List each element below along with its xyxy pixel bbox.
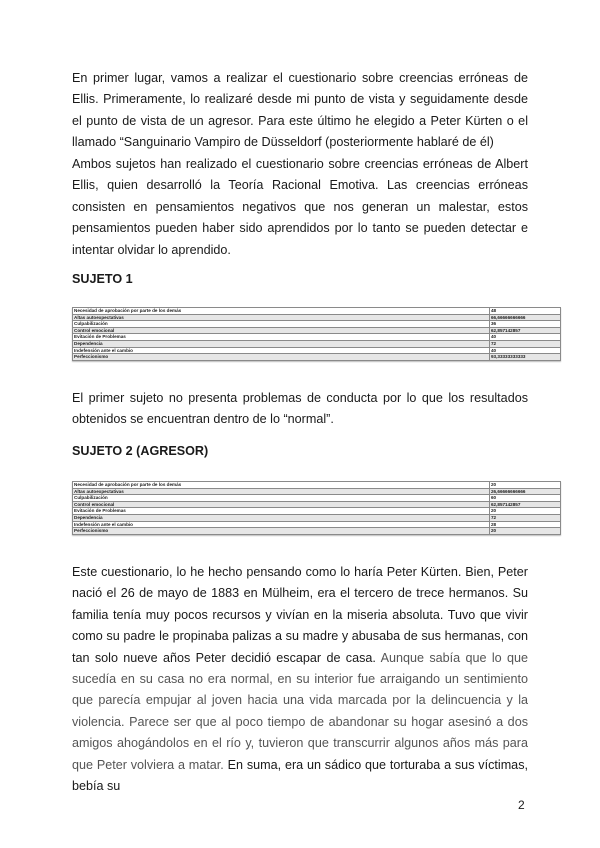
ellis-paragraph: Ambos sujetos han realizado el cuestionario sobre creencias erróneas de Albert Ellis, quien desarrolló la Teoría Racional Emotiva. Las creencias erróneas consisten en pensamientos negativos que nos generan un malestar, estos pensamientos pueden haber sido aprendidos por lo tanto se pueden detectar e intentar olvidar lo aprendido. [72,157,528,257]
table-row [73,327,561,334]
row-label: Dependencia [73,340,490,347]
page-number: 2 [518,798,525,812]
row-value: 60 [490,495,561,502]
row-label: Necesidad de aprobación por parte de los demás [73,308,490,315]
row-label: Altas autoexpectativas [73,314,490,321]
subject2-results-table [72,481,561,535]
row-label: Indefensión ante el cambio [73,347,490,354]
row-value: 72 [490,340,561,347]
row-label: Evitación de Problemas [73,334,490,341]
table-row [73,528,561,535]
row-label: Culpabilización [73,321,490,328]
table-row [73,482,561,489]
subject1-heading: SUJETO 1 [72,272,133,286]
table-row [73,308,561,315]
row-value: 36 [490,321,561,328]
row-label: Indefensión ante el cambio [73,521,490,528]
row-label: Control emocional [73,501,490,508]
row-label: Perfeccionismo [73,354,490,361]
kurten-text-c: En suma, era un sádico que torturaba a sus víctimas, bebía su [72,757,528,794]
table-row [73,340,561,347]
table-row [73,508,561,515]
row-value: 28 [490,521,561,528]
table-row [73,501,561,508]
subject1-comment: El primer sujeto no presenta problemas de conducta por lo que los resultados obtenidos se encuentran dentro de lo “normal”. [72,391,528,427]
table-row [73,347,561,354]
row-value: 66,66666666666 [490,314,561,321]
row-label: Dependencia [73,514,490,521]
table-row [73,521,561,528]
table-row [73,354,561,361]
table-row [73,514,561,521]
table-row [73,321,561,328]
row-value: 20 [490,528,561,535]
row-label: Altas autoexpectativas [73,488,490,495]
intro-paragraph: En primer lugar, vamos a realizar el cuestionario sobre creencias erróneas de Ellis. Primeramente, lo realizaré desde mi punto de vista y seguidamente desde el punto de vista de un agresor. Para este último he elegido a Peter Kürten o el llamado “Sanguinario Vampiro de Düsseldorf (posteriormente hablaré de él) [72,71,528,150]
row-label: Culpabilización [73,495,490,502]
kurten-paragraph [72,562,528,797]
row-value: 48 [490,308,561,315]
row-label: Perfeccionismo [73,528,490,535]
kurten-text-b: Aunque sabía que lo que sucedía en su casa no era normal, en su interior fue arraigando un sentimiento que parecía empujar al joven hacia una vida marcada por la delincuencia y la violencia. Parece ser que al poco tiempo de abandonar su hogar asesinó a dos amigos ahogándolos en el río y, tuvieron que transcurrir algunos años más para que Peter volviera a matar. [72,650,528,772]
row-label: Necesidad de aprobación por parte de los demás [73,482,490,489]
row-label: Evitación de Problemas [73,508,490,515]
subject2-heading: SUJETO 2 (AGRESOR) [72,444,209,458]
row-value: 62,857142857 [490,501,561,508]
row-value: 20 [490,482,561,489]
row-value: 40 [490,334,561,341]
row-value: 40 [490,347,561,354]
subject1-results-table [72,307,561,361]
table-row [73,488,561,495]
table-row [73,314,561,321]
row-value: 26,66666666666 [490,488,561,495]
row-value: 93,33333333333 [490,354,561,361]
row-value: 62,857142857 [490,327,561,334]
table-row [73,334,561,341]
kurten-text-a: Este cuestionario, lo he hecho pensando como lo haría Peter Kürten. Bien, Peter nació el 26 de mayo de 1883 en Mülheim, era el tercero de trece hermanos. Su familia tenía muy pocos recursos y vivían en la miseria absoluta. Tuvo que vivir como su padre le propinaba palizas a su madre y abusaba de sus hermanas, con tan solo nueve años Peter decidió escapar de casa. [72,565,528,665]
row-value: 72 [490,514,561,521]
row-label: Control emocional [73,327,490,334]
table-row [73,495,561,502]
row-value: 20 [490,508,561,515]
